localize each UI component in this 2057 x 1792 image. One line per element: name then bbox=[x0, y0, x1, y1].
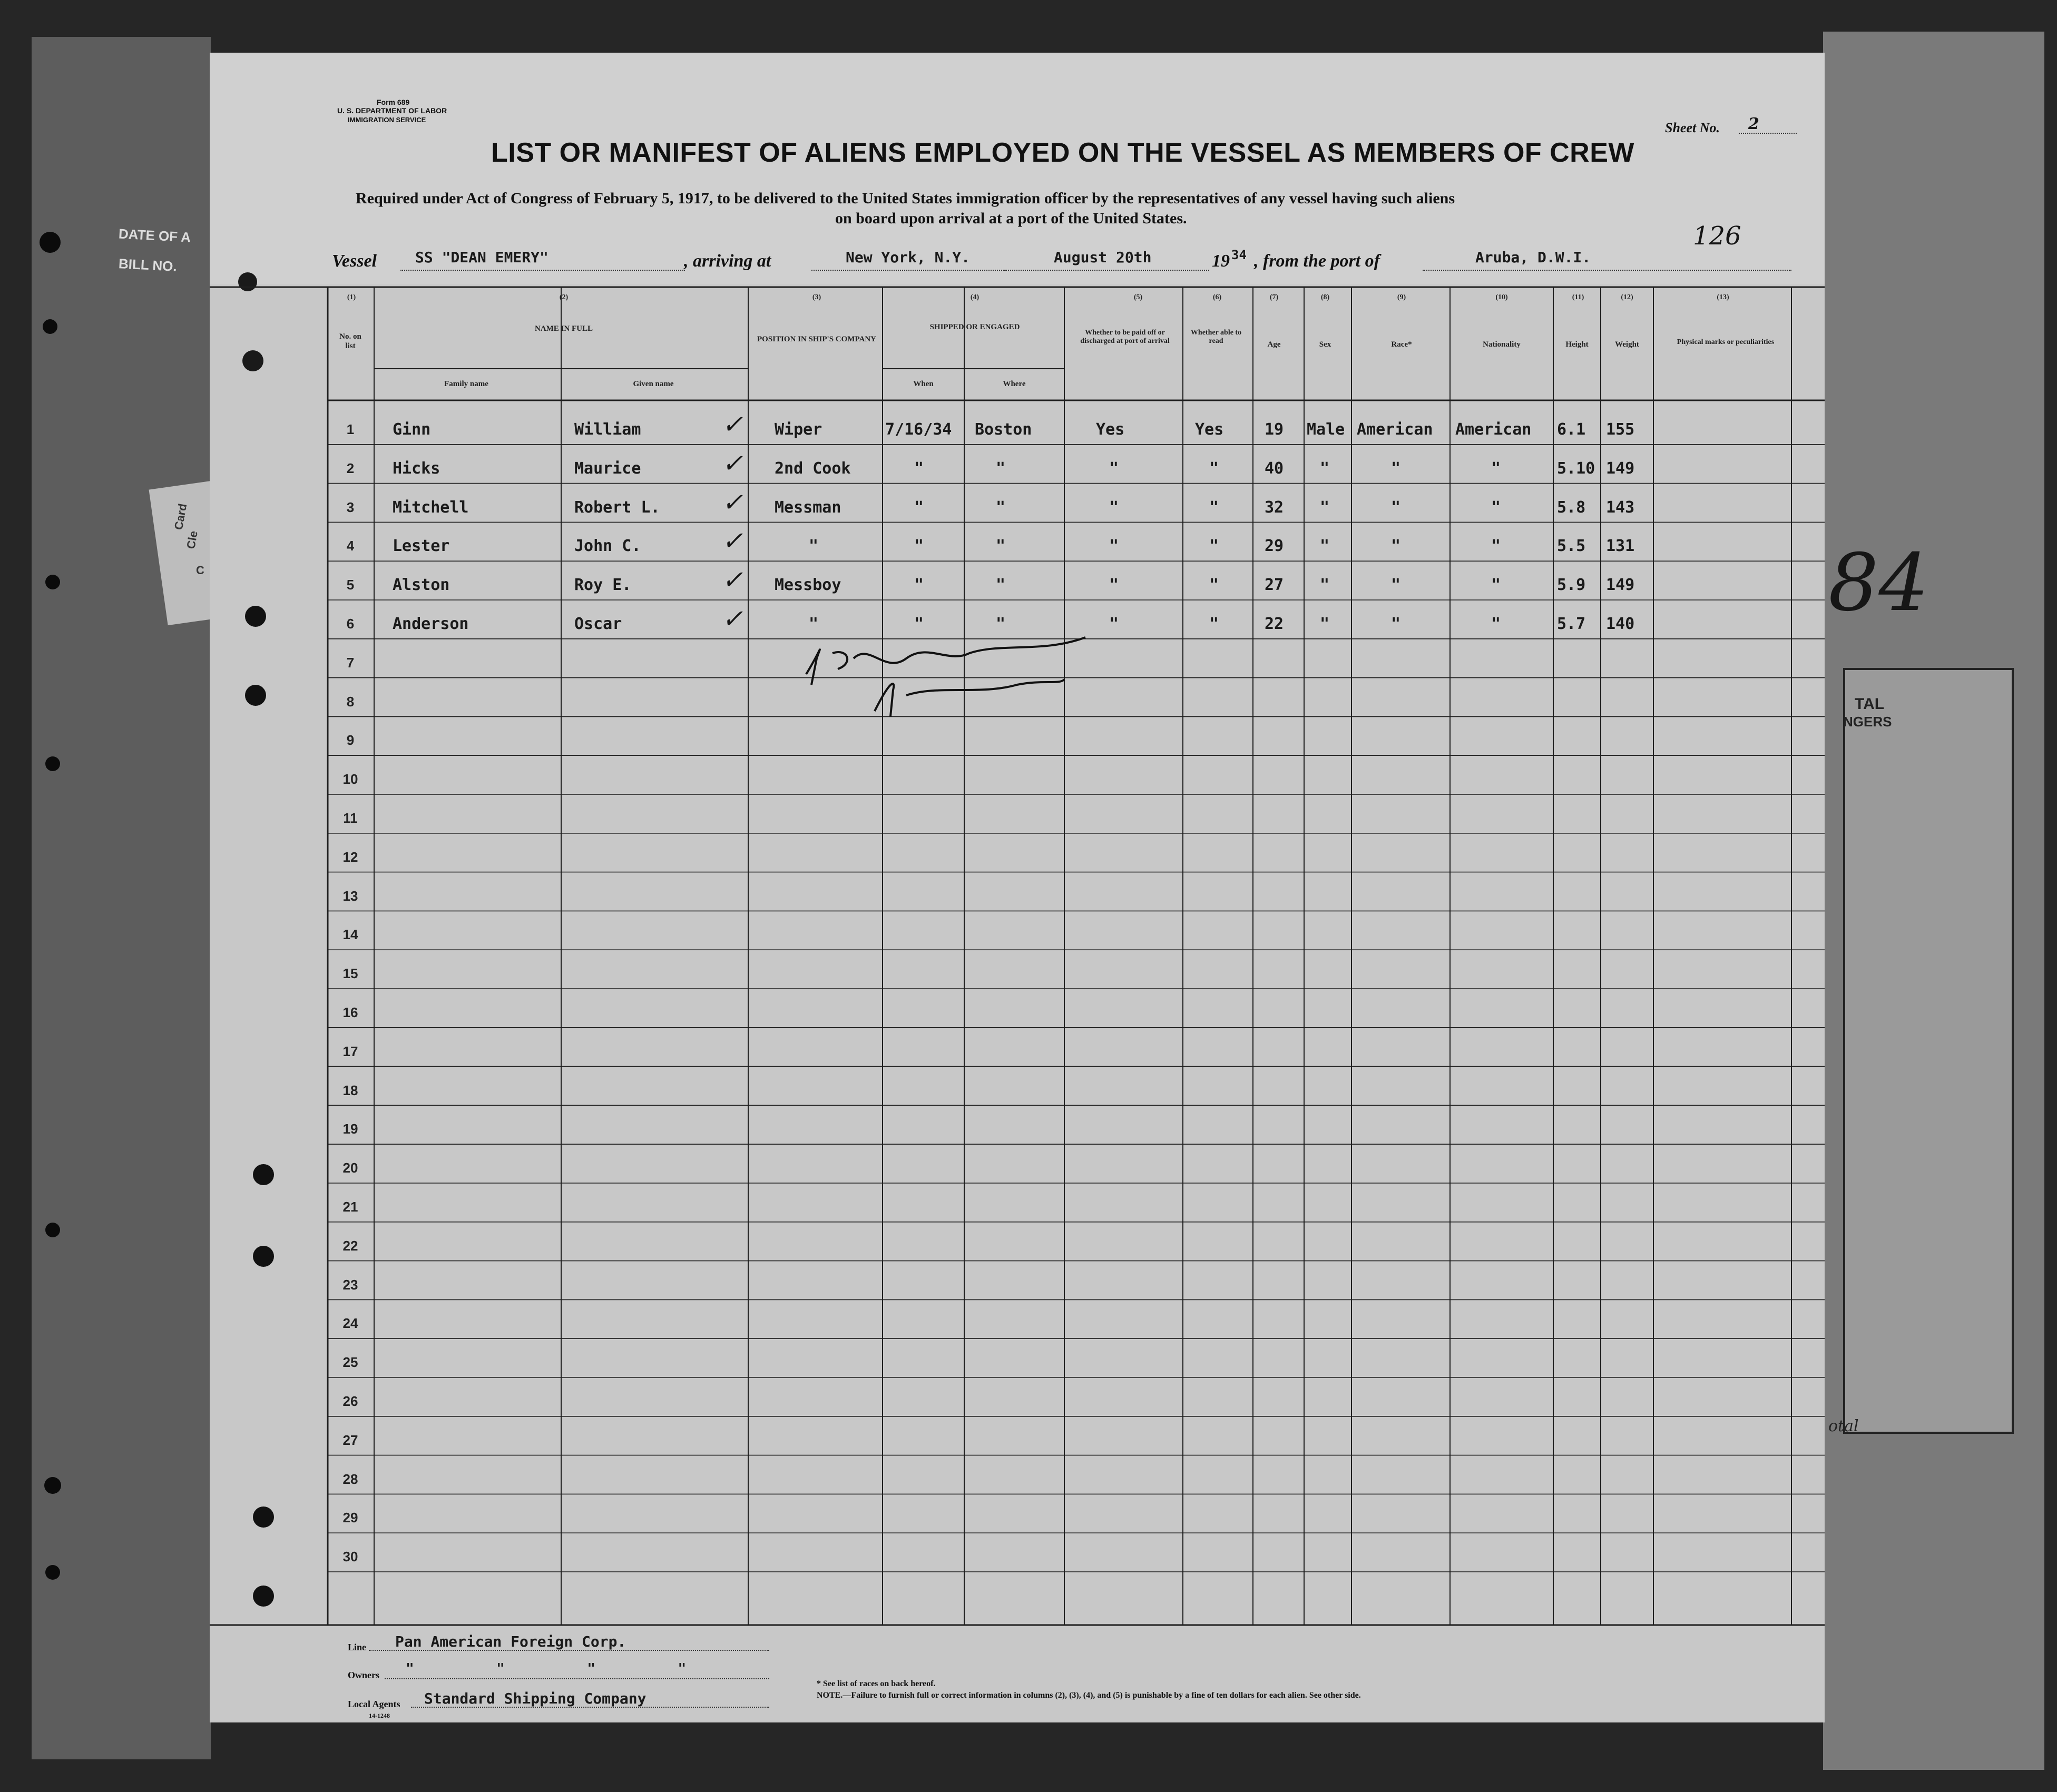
cell-given: John C. bbox=[574, 537, 641, 556]
row-number: 26 bbox=[342, 1393, 358, 1409]
bg-right-ngers: NGERS bbox=[1843, 714, 1892, 730]
bg-card-3: C bbox=[196, 564, 204, 577]
cell-family: Anderson bbox=[393, 615, 469, 633]
col7-num: (7) bbox=[1269, 293, 1279, 301]
cell-when: 7/16/34 bbox=[885, 420, 952, 439]
col7-label: Age bbox=[1267, 340, 1281, 349]
punch-hole bbox=[253, 1586, 274, 1607]
cell-paid-off: Yes bbox=[1096, 420, 1125, 439]
cell-family: Hicks bbox=[393, 459, 440, 478]
cell-position: Messman bbox=[775, 498, 841, 517]
bg-bill-no: BILL NO. bbox=[118, 255, 178, 274]
cell-when: " bbox=[914, 615, 924, 633]
cell-family: Lester bbox=[393, 537, 450, 556]
cell-position: " bbox=[809, 537, 819, 556]
manifest-paper bbox=[210, 53, 1825, 1722]
row-number: 16 bbox=[342, 1005, 358, 1020]
cell-given: Oscar bbox=[574, 615, 622, 633]
row-number: 1 bbox=[346, 421, 355, 437]
manifest-title: LIST OR MANIFEST OF ALIENS EMPLOYED ON THE VESSEL AS MEMBERS OF CREW bbox=[491, 137, 1634, 168]
cell-race: " bbox=[1391, 537, 1401, 556]
cell-age: 32 bbox=[1265, 498, 1284, 517]
cell-age: 22 bbox=[1265, 615, 1284, 633]
arriving-label: , arriving at bbox=[684, 251, 771, 271]
cell-where: " bbox=[996, 537, 1006, 556]
col2-family: Family name bbox=[444, 380, 488, 388]
col13-label: Physical marks or peculiarities bbox=[1677, 338, 1775, 346]
cell-race: " bbox=[1391, 459, 1401, 478]
form-number: Form 689 bbox=[377, 98, 410, 106]
date-underline bbox=[1004, 270, 1209, 271]
cell-sex: " bbox=[1320, 615, 1330, 633]
cell-age: 19 bbox=[1265, 420, 1284, 439]
row-number: 9 bbox=[346, 732, 355, 749]
cell-nationality: " bbox=[1491, 576, 1501, 595]
col2-label: NAME IN FULL bbox=[534, 324, 593, 333]
penalty-note: NOTE.—Failure to furnish full or correct information in columns (2), (3), (4), and (5) is punishable by a fine of ten dollars for each alien. See other side. bbox=[817, 1691, 1361, 1700]
cell-when: " bbox=[914, 459, 924, 478]
cell-weight: 155 bbox=[1606, 420, 1635, 439]
cell-when: " bbox=[914, 498, 924, 517]
row-number: 8 bbox=[346, 693, 355, 710]
punch-hole bbox=[242, 350, 263, 371]
underlying-sheet-left bbox=[32, 37, 211, 1759]
row-number: 15 bbox=[342, 966, 358, 982]
row-number: 13 bbox=[342, 888, 358, 904]
arrival-underline bbox=[811, 270, 1006, 271]
row-number: 3 bbox=[346, 499, 355, 515]
cell-height: 5.10 bbox=[1557, 459, 1595, 478]
cell-sex: Male bbox=[1307, 420, 1345, 439]
from-port-label: , from the port of bbox=[1254, 251, 1380, 271]
arrival-date: August 20th bbox=[1054, 249, 1152, 266]
cell-family: Alston bbox=[393, 576, 450, 595]
row-number: 18 bbox=[342, 1082, 358, 1098]
col10-num: (10) bbox=[1495, 293, 1508, 301]
col4-when: When bbox=[913, 380, 934, 388]
vessel-underline bbox=[400, 270, 685, 271]
row-number: 7 bbox=[346, 654, 355, 671]
cell-nationality: " bbox=[1491, 498, 1501, 517]
col13-num: (13) bbox=[1717, 293, 1729, 301]
col9-num: (9) bbox=[1397, 293, 1406, 301]
cell-where: " bbox=[996, 576, 1006, 595]
row-number: 20 bbox=[342, 1160, 358, 1176]
cell-given: Robert L. bbox=[574, 498, 660, 517]
port-underline bbox=[1423, 270, 1791, 271]
cell-read: " bbox=[1209, 576, 1219, 595]
cell-read: " bbox=[1209, 537, 1219, 556]
bg-right-tal: TAL bbox=[1855, 695, 1885, 713]
col8-num: (8) bbox=[1320, 293, 1330, 301]
punch-hole bbox=[45, 575, 60, 589]
line-value: Pan American Foreign Corp. bbox=[395, 1633, 626, 1650]
cell-read: Yes bbox=[1195, 420, 1224, 439]
row-number: 11 bbox=[343, 810, 358, 826]
col5-num: (5) bbox=[1133, 293, 1143, 301]
races-note: * See list of races on back hereof. bbox=[817, 1679, 936, 1688]
check-mark-icon: ✓ bbox=[722, 565, 743, 595]
col9-label: Race* bbox=[1391, 340, 1412, 349]
punch-hole bbox=[253, 1246, 274, 1267]
cell-paid-off: " bbox=[1109, 498, 1119, 517]
cell-when: " bbox=[914, 537, 924, 556]
row-number: 23 bbox=[342, 1276, 358, 1293]
cell-age: 27 bbox=[1265, 576, 1284, 595]
year-prefix: 19 bbox=[1212, 251, 1230, 271]
cell-race: American bbox=[1357, 420, 1433, 439]
col3-label: POSITION IN SHIP'S COMPANY bbox=[757, 335, 876, 343]
col4-label: SHIPPED OR ENGAGED bbox=[929, 323, 1020, 331]
cell-position: Messboy bbox=[775, 576, 841, 595]
row-number: 21 bbox=[342, 1199, 358, 1215]
stamp-number: 126 bbox=[1693, 221, 1741, 251]
vessel-name: SS "DEAN EMERY" bbox=[415, 249, 548, 266]
row-number: 12 bbox=[342, 849, 358, 865]
cell-read: " bbox=[1209, 459, 1219, 478]
cell-race: " bbox=[1391, 615, 1401, 633]
manifest-subtitle-1: Required under Act of Congress of February 5, 1917, to be delivered to the United States immigration officer by the representatives of any vessel having such aliens bbox=[356, 190, 1455, 207]
row-number: 29 bbox=[342, 1510, 358, 1526]
row-number: 30 bbox=[342, 1549, 358, 1565]
owners-underline bbox=[385, 1678, 769, 1679]
agents-value: Standard Shipping Company bbox=[424, 1690, 647, 1707]
col6-label: Whether able to read bbox=[1190, 329, 1242, 345]
cell-nationality: " bbox=[1491, 537, 1501, 556]
row-number: 10 bbox=[342, 771, 358, 787]
cell-read: " bbox=[1209, 498, 1219, 517]
bg-card-2: Cle bbox=[184, 529, 200, 550]
cell-given: William bbox=[574, 420, 641, 439]
arrival-port: New York, N.Y. bbox=[846, 249, 971, 266]
cell-weight: 149 bbox=[1606, 459, 1635, 478]
cell-where: " bbox=[996, 459, 1006, 478]
punch-hole bbox=[245, 606, 266, 627]
row-number: 5 bbox=[346, 577, 355, 593]
cell-read: " bbox=[1209, 615, 1219, 633]
cell-given: Maurice bbox=[574, 459, 641, 478]
right-box-behind bbox=[1844, 669, 2013, 1433]
check-mark-icon: ✓ bbox=[722, 487, 743, 517]
col2-num: (2) bbox=[559, 293, 569, 301]
cell-paid-off: " bbox=[1109, 459, 1119, 478]
cell-paid-off: " bbox=[1109, 576, 1119, 595]
line-underline bbox=[369, 1650, 769, 1651]
cell-sex: " bbox=[1320, 537, 1330, 556]
agents-underline bbox=[411, 1707, 769, 1708]
cell-weight: 143 bbox=[1606, 498, 1635, 517]
bg-card-1: Card bbox=[171, 503, 190, 531]
row-number: 24 bbox=[342, 1315, 358, 1332]
cell-paid-off: " bbox=[1109, 615, 1119, 633]
row-number: 19 bbox=[342, 1121, 358, 1137]
cell-age: 29 bbox=[1265, 537, 1284, 556]
cell-sex: " bbox=[1320, 498, 1330, 517]
col12-num: (12) bbox=[1621, 293, 1633, 301]
cell-where: " bbox=[996, 615, 1006, 633]
bg-right-84: 84 bbox=[1828, 537, 1929, 629]
bg-date-of: DATE OF A bbox=[118, 225, 191, 245]
col1-num: (1) bbox=[347, 293, 356, 301]
check-mark-icon: ✓ bbox=[722, 526, 743, 556]
row-number: 4 bbox=[346, 538, 355, 554]
cell-sex: " bbox=[1320, 576, 1330, 595]
punch-hole bbox=[45, 1565, 60, 1580]
print-code: 14-1248 bbox=[369, 1712, 390, 1719]
cell-height: 6.1 bbox=[1557, 420, 1586, 439]
departure-port: Aruba, D.W.I. bbox=[1475, 249, 1591, 266]
cell-race: " bbox=[1391, 576, 1401, 595]
col10-label: Nationality bbox=[1483, 340, 1521, 349]
cell-sex: " bbox=[1320, 459, 1330, 478]
cell-height: 5.7 bbox=[1557, 615, 1586, 633]
check-mark-icon: ✓ bbox=[722, 604, 743, 634]
owners-value: " " " " bbox=[406, 1661, 687, 1677]
punch-hole bbox=[253, 1164, 274, 1185]
col2-given: Given name bbox=[633, 380, 674, 388]
punch-hole bbox=[45, 756, 60, 771]
col4-num: (4) bbox=[970, 293, 979, 301]
cell-weight: 149 bbox=[1606, 576, 1635, 595]
punch-hole bbox=[40, 232, 61, 253]
sheet-number: 2 bbox=[1748, 115, 1759, 133]
cell-race: " bbox=[1391, 498, 1401, 517]
year-suffix: 34 bbox=[1231, 248, 1247, 262]
col11-label: Height bbox=[1565, 340, 1589, 349]
check-mark-icon: ✓ bbox=[722, 410, 743, 439]
cell-weight: 140 bbox=[1606, 615, 1635, 633]
row-number: 22 bbox=[342, 1237, 358, 1254]
row-number: 17 bbox=[342, 1043, 358, 1059]
cell-position: " bbox=[809, 615, 819, 633]
cell-family: Ginn bbox=[393, 420, 431, 439]
punch-hole bbox=[245, 685, 266, 706]
bg-right-otal: otal bbox=[1828, 1417, 1859, 1435]
row-number: 2 bbox=[346, 460, 355, 476]
col11-num: (11) bbox=[1572, 293, 1584, 301]
col12-label: Weight bbox=[1615, 340, 1639, 349]
row-number: 25 bbox=[342, 1354, 358, 1371]
cell-height: 5.8 bbox=[1557, 498, 1586, 517]
cell-height: 5.5 bbox=[1557, 537, 1586, 556]
cell-position: 2nd Cook bbox=[775, 459, 851, 478]
service-name: IMMIGRATION SERVICE bbox=[348, 116, 426, 124]
row-number: 6 bbox=[346, 616, 355, 632]
owners-label: Owners bbox=[348, 1670, 379, 1680]
cell-height: 5.9 bbox=[1557, 576, 1586, 595]
cell-where: " bbox=[996, 498, 1006, 517]
row-number: 28 bbox=[342, 1471, 358, 1487]
col4-where: Where bbox=[1003, 380, 1026, 388]
cell-paid-off: " bbox=[1109, 537, 1119, 556]
sheet-label: Sheet No. bbox=[1665, 120, 1720, 135]
row-number: 14 bbox=[342, 927, 358, 943]
col3-num: (3) bbox=[812, 293, 821, 301]
col1-label: No. on list bbox=[339, 332, 361, 350]
line-label: Line bbox=[348, 1642, 367, 1652]
sheet-underline bbox=[1739, 133, 1797, 134]
cell-nationality: American bbox=[1455, 420, 1532, 439]
manifest-subtitle-2: on board upon arrival at a port of the United States. bbox=[835, 210, 1187, 227]
punch-hole bbox=[45, 1223, 60, 1237]
agents-label: Local Agents bbox=[348, 1699, 400, 1709]
cell-where: Boston bbox=[975, 420, 1032, 439]
punch-hole bbox=[253, 1507, 274, 1528]
cell-nationality: " bbox=[1491, 615, 1501, 633]
cell-position: Wiper bbox=[775, 420, 822, 439]
punch-hole bbox=[238, 272, 257, 291]
row-number: 27 bbox=[342, 1432, 358, 1448]
cell-family: Mitchell bbox=[393, 498, 469, 517]
punch-hole bbox=[43, 319, 57, 334]
department-name: U. S. DEPARTMENT OF LABOR bbox=[337, 106, 447, 115]
vessel-label: Vessel bbox=[332, 251, 377, 271]
cell-weight: 131 bbox=[1606, 537, 1635, 556]
cell-when: " bbox=[914, 576, 924, 595]
punch-hole bbox=[44, 1477, 61, 1494]
cell-nationality: " bbox=[1491, 459, 1501, 478]
col5-label: Whether to be paid off or discharged at port of arrival bbox=[1080, 329, 1170, 345]
check-mark-icon: ✓ bbox=[722, 448, 743, 478]
cell-age: 40 bbox=[1265, 459, 1284, 478]
col8-label: Sex bbox=[1319, 340, 1331, 349]
col6-num: (6) bbox=[1212, 293, 1222, 301]
cell-given: Roy E. bbox=[574, 576, 632, 595]
